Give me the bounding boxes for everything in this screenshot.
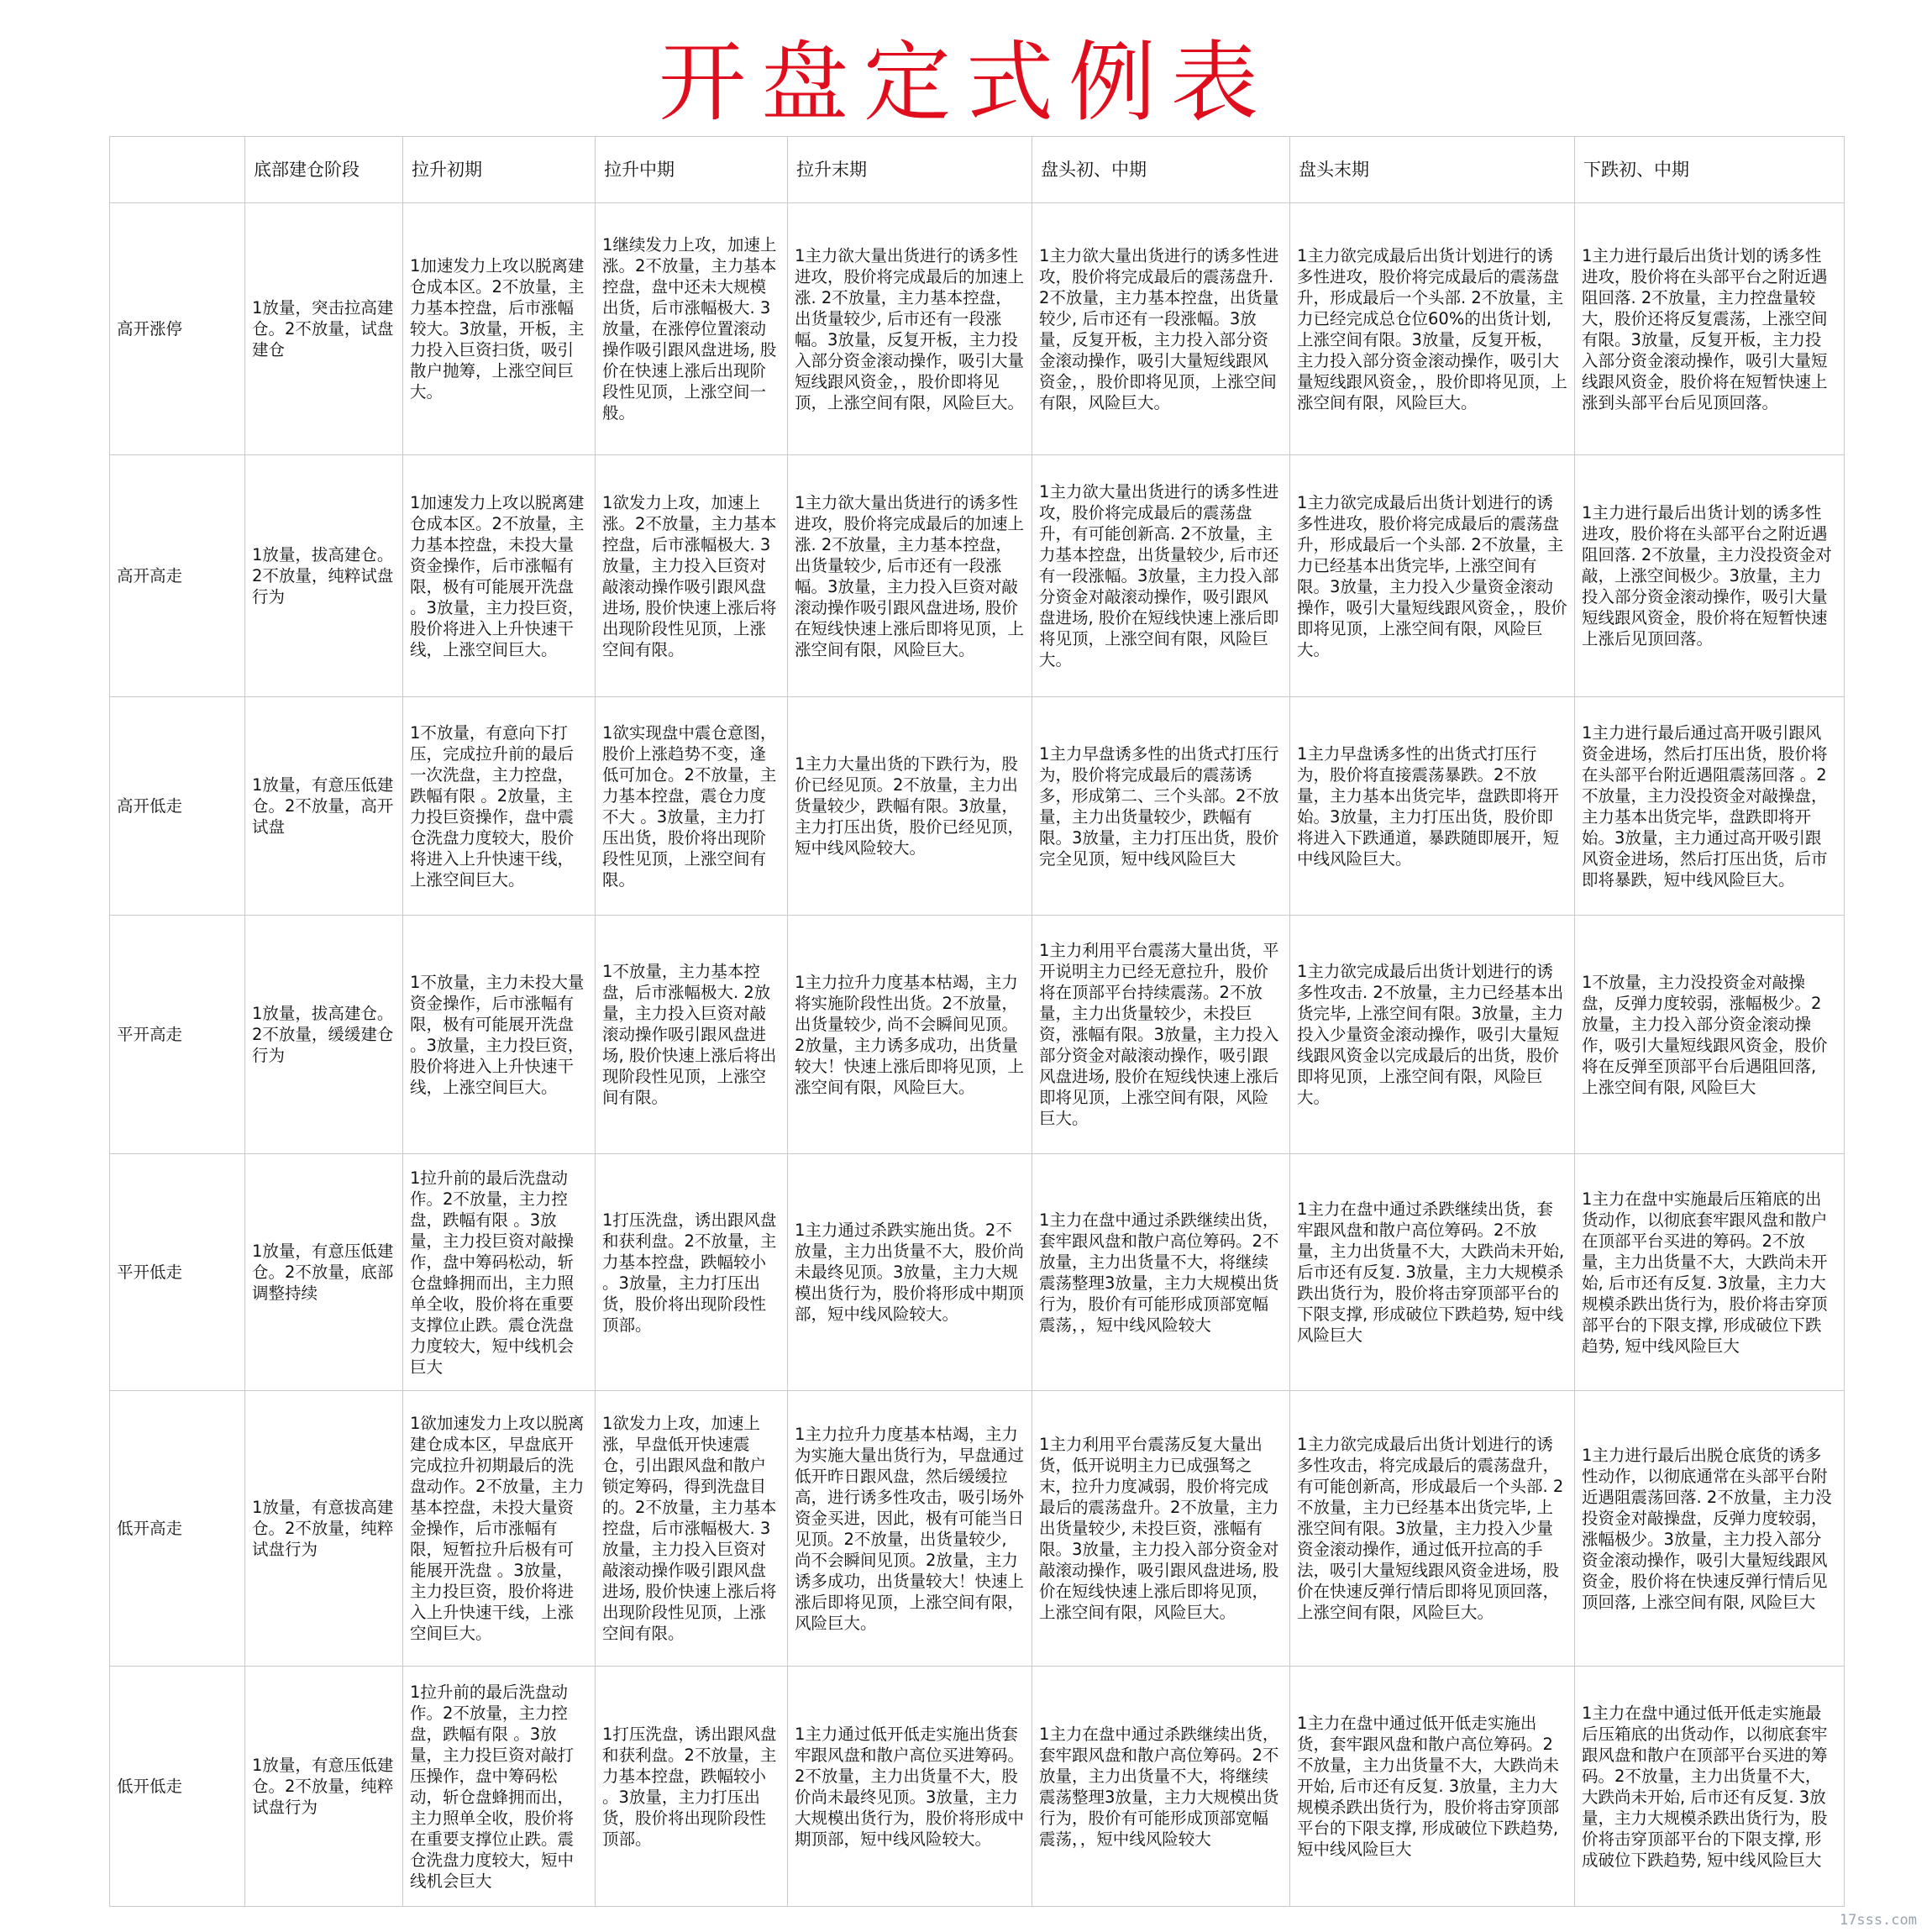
column-header: 下跌初、中期 [1575,137,1845,203]
row-header: 低开高走 [110,1391,245,1667]
table-header-row [110,137,1845,203]
table-cell: 1主力通过低开低走实施出货套牢跟风盘和散户高位买进筹码。2不放量，主力出货量不大，股价尚未最终见顶。3放量，主力大规模出货行为，股价将形成中期顶部，短中线风险较大。 [788,1667,1032,1907]
table-row [110,1667,1845,1907]
table-row [110,203,1845,455]
row-header: 平开高走 [110,916,245,1154]
column-header: 底部建仓阶段 [245,137,403,203]
header-corner-cell [110,137,245,203]
table-cell: 1主力欲完成最后出货计划进行的诱多性进攻，股价将完成最后的震荡盘升，形成最后一个头部. 2不放量，主力已经基本出货完毕, 上涨空间有限。3放量，主力投入少量资金滚动操作，吸引大量短线跟风资金，，股价即将见顶，上涨空间有限，风险巨大。 [1290,455,1575,697]
table-cell: 1主力进行最后通过高开吸引跟风资金进场，然后打压出货，股价将在头部平台附近遇阻震荡回落 。2不放量，主力没投资金对敲操盘，主力基本出货完毕，盘跌即将开始。3放量，主力通过高开吸引跟风资金进场，然后打压出货，后市即将暴跌，短中线风险巨大。 [1575,697,1845,916]
table-cell: 1不放量，主力未投大量资金操作，后市涨幅有限，极有可能展开洗盘 。3放量，主力投巨资，股价将进入上升快速干线，上涨空间巨大。 [403,916,596,1154]
table-cell: 1打压洗盘，诱出跟风盘和获利盘。2不放量，主力基本控盘，跌幅较小 。3放量，主力打压出货，股价将出现阶段性顶部。 [596,1154,788,1391]
column-header: 盘头初、中期 [1032,137,1290,203]
table-cell: 1主力在盘中通过低开低走实施出货，套牢跟风盘和散户高位筹码。2不放量，主力出货量不大，大跌尚未开始, 后市还有反复. 3放量，主力大规模杀跌出货行为，股价将击穿顶部平台的下限支撑, 形成破位下跌趋势, 短中线风险巨大 [1290,1667,1575,1907]
table-cell: 1主力在盘中通过杀跌继续出货，套牢跟风盘和散户高位筹码。2不放量，主力出货量不大，将继续震荡整理3放量，主力大规模出货行为，股价有可能形成顶部宽幅震荡，，短中线风险较大 [1032,1667,1290,1907]
table-cell: 1主力在盘中通过杀跌继续出货，套牢跟风盘和散户高位筹码。2不放量，主力出货量不大，将继续震荡整理3放量，主力大规模出货行为，股价有可能形成顶部宽幅震荡，，短中线风险较大 [1032,1154,1290,1391]
table-cell: 1主力欲完成最后出货计划进行的诱多性攻击. 2不放量，主力已经基本出货完毕, 上涨空间有限。3放量，主力投入少量资金滚动操作，吸引大量短线跟风资金以完成最后的出货，股价即将见顶，上涨空间有限，风险巨大。 [1290,916,1575,1154]
table-cell: 1放量，拔高建仓。2不放量，缓缓建仓行为 [245,916,403,1154]
column-header: 盘头末期 [1290,137,1575,203]
table-cell: 1主力拉升力度基本枯竭，主力为实施大量出货行为，早盘通过低开昨日跟风盘，然后缓缓拉高，进行诱多性攻击，吸引场外资金买进，因此，极有可能当日见顶。2不放量，出货量较少, 尚不会瞬间见顶。2放量，主力诱多成功，出货量较大！快速上涨后即将见顶，上涨空间有限，风险巨大。 [788,1391,1032,1667]
table-cell: 1主力进行最后出脱仓底货的诱多性动作，以彻底通常在头部平台附近遇阻震荡回落. 2不放量，主力没投资金对敲操盘，反弹力度较弱，涨幅极少。3放量，主力投入部分资金滚动操作，吸引大量短线跟风资金，股价将在快速反弹行情后见顶回落, 上涨空间有限, 风险巨大 [1575,1391,1845,1667]
page-title: 开盘定式例表 [658,31,1273,134]
table-cell: 1主力拉升力度基本枯竭，主力将实施阶段性出货。2不放量，出货量较少, 尚不会瞬间见顶。2放量，主力诱多成功，出货量较大！快速上涨后即将见顶，上涨空间有限，风险巨大。 [788,916,1032,1154]
table-cell: 1主力在盘中通过杀跌继续出货，套牢跟风盘和散户高位筹码。2不放量，主力出货量不大，大跌尚未开始, 后市还有反复. 3放量，主力大规模杀跌出货行为，股价将击穿顶部平台的下限支撑, 形成破位下跌趋势, 短中线风险巨大 [1290,1154,1575,1391]
table-row [110,1391,1845,1667]
table-cell: 1欲发力上攻，加速上涨。2不放量，主力基本控盘，后市涨幅极大. 3放量，主力投入巨资对敲滚动操作吸引跟风盘进场, 股价快速上涨后将出现阶段性见顶，上涨空间有限。 [596,455,788,697]
table-row [110,455,1845,697]
table-cell: 1加速发力上攻以脱离建仓成本区。2不放量，主力基本控盘，后市涨幅较大。3放量，开板，主力投入巨资扫货，吸引散户抛筹，上涨空间巨大。 [403,203,596,455]
table-cell: 1主力进行最后出货计划的诱多性进攻，股价将在头部平台之附近遇阻回落. 2不放量，主力没投资金对敲，上涨空间极少。3放量，主力投入部分资金滚动操作，吸引大量短线跟风资金，股价将在短暂快速上涨后见顶回落。 [1575,455,1845,697]
table-cell: 1打压洗盘，诱出跟风盘和获利盘。2不放量，主力基本控盘，跌幅较小 。3放量，主力打压出货，股价将出现阶段性顶部。 [596,1667,788,1907]
table-cell: 1放量，有意压低建仓。2不放量，底部调整持续 [245,1154,403,1391]
table-cell: 1继续发力上攻，加速上涨。2不放量，主力基本控盘，盘中还未大规模出货，后市涨幅极大. 3放量，在涨停位置滚动操作吸引跟风盘进场, 股价在快速上涨后出现阶段性见顶，上涨空间一般。 [596,203,788,455]
column-header: 拉升末期 [788,137,1032,203]
table-cell: 1主力利用平台震荡反复大量出货，低开说明主力已成强驽之末，拉升力度减弱，股价将完成最后的震荡盘升。2不放量，主力出货量较少, 未投巨资，涨幅有限。3放量，主力投入部分资金对敲滚动操作，吸引跟风盘进场, 股价在短线快速上涨后即将见顶，上涨空间有限，风险巨大。 [1032,1391,1290,1667]
table-cell: 1主力通过杀跌实施出货。2不放量，主力出货量不大，股价尚未最终见顶。3放量，主力大规模出货行为，股价将形成中期顶部，短中线风险较大。 [788,1154,1032,1391]
table-cell: 1欲加速发力上攻以脱离建仓成本区，早盘底开完成拉升初期最后的洗盘动作。2不放量，主力基本控盘，未投大量资金操作，后市涨幅有限，短暂拉升后极有可能展开洗盘 。3放量，主力投巨资，股价将进入上升快速干线，上涨空间巨大。 [403,1391,596,1667]
table-cell: 1放量，有意压低建仓。2不放量，高开试盘 [245,697,403,916]
table-cell: 1主力欲大量出货进行的诱多性进攻，股价将完成最后的震荡盘升. 2不放量，主力基本控盘，出货量较少, 后市还有一段涨幅。3放量，反复开板，主力投入部分资金滚动操作，吸引大量短线跟风资金，，股价即将见顶，上涨空间有限，风险巨大。 [1032,203,1290,455]
table-cell: 1主力在盘中通过低开低走实施最后压箱底的出货动作，以彻底套牢跟风盘和散户在顶部平台买进的筹码。2不放量，主力出货量不大，大跌尚未开始, 后市还有反复. 3放量，主力大规模杀跌出货行为，股价将击穿顶部平台的下限支撑, 形成破位下跌趋势, 短中线风险巨大 [1575,1667,1845,1907]
table-cell: 1拉升前的最后洗盘动作。2不放量，主力控盘，跌幅有限 。3放量，主力投巨资对敲操作，盘中筹码松动，斩仓盘蜂拥而出，主力照单全收，股价将在重要支撑位止跌。震仓洗盘力度较大，短中线机会巨大 [403,1154,596,1391]
table-cell: 1放量，有意压低建仓。2不放量，纯粹试盘行为 [245,1667,403,1907]
row-header: 高开高走 [110,455,245,697]
column-header: 拉升中期 [596,137,788,203]
table-cell: 1欲实现盘中震仓意图，股价上涨趋势不变，逢低可加仓。2不放量，主力基本控盘，震仓力度不大 。3放量，主力打压出货，股价将出现阶段性见顶，上涨空间有限。 [596,697,788,916]
table-cell: 1主力利用平台震荡大量出货，平开说明主力已经无意拉升，股价将在顶部平台持续震荡。2不放量，主力出货量较少，未投巨资，涨幅有限。3放量，主力投入部分资金对敲滚动操作，吸引跟风盘进场, 股价在短线快速上涨后即将见顶，上涨空间有限，风险巨大。 [1032,916,1290,1154]
row-header: 平开低走 [110,1154,245,1391]
table-cell: 1主力早盘诱多性的出货式打压行为，股价将完成最后的震荡诱多，形成第二、三个头部。2不放量，主力出货量较少，跌幅有限。3放量，主力打压出货，股价完全见顶，短中线风险巨大 [1032,697,1290,916]
table-cell: 1主力欲大量出货进行的诱多性进攻，股价将完成最后的加速上涨. 2不放量，主力基本控盘，出货量较少, 后市还有一段涨幅。3放量，反复开板，主力投入部分资金滚动操作，吸引大量短线跟风资金，，股价即将见顶，上涨空间有限，风险巨大。 [788,203,1032,455]
table-cell: 1拉升前的最后洗盘动作。2不放量，主力控盘，跌幅有限 。3放量，主力投巨资对敲打压操作，盘中筹码松动，斩仓盘蜂拥而出，主力照单全收，股价将在重要支撑位止跌。震仓洗盘力度较大，短中线机会巨大 [403,1667,596,1907]
table-cell: 1主力在盘中实施最后压箱底的出货动作，以彻底套牢跟风盘和散户在顶部平台买进的筹码。2不放量，主力出货量不大，大跌尚未开始, 后市还有反复. 3放量，主力大规模杀跌出货行为，股价将击穿顶部平台的下限支撑, 形成破位下跌趋势, 短中线风险巨大 [1575,1154,1845,1391]
table-cell: 1放量，拔高建仓。2不放量，纯粹试盘行为 [245,455,403,697]
table-cell: 1不放量，有意向下打压，完成拉升前的最后一次洗盘，主力控盘，跌幅有限 。2放量，主力投巨资操作，盘中震仓洗盘力度较大，股价将进入上升快速干线，上涨空间巨大。 [403,697,596,916]
table-cell: 1主力欲大量出货进行的诱多性进攻，股价将完成最后的加速上涨. 2不放量，主力基本控盘，出货量较少, 后市还有一段涨幅。3放量，主力投入巨资对敲滚动操作吸引跟风盘进场, 股价在短线快速上涨后即将见顶，上涨空间有限，风险巨大。 [788,455,1032,697]
table-cell: 1不放量，主力没投资金对敲操盘，反弹力度较弱，涨幅极少。2放量，主力投入部分资金滚动操作，吸引大量短线跟风资金，股价将在反弹至顶部平台后遇阻回落, 上涨空间有限, 风险巨大 [1575,916,1845,1154]
row-header: 高开涨停 [110,203,245,455]
table-row [110,916,1845,1154]
table-cell: 1加速发力上攻以脱离建仓成本区。2不放量，主力基本控盘，未投大量资金操作，后市涨幅有限，极有可能展开洗盘 。3放量，主力投巨资，股价将进入上升快速干线，上涨空间巨大。 [403,455,596,697]
table-row [110,697,1845,916]
table-cell: 1主力早盘诱多性的出货式打压行为，股价将直接震荡暴跌。2不放量，主力基本出货完毕，盘跌即将开始。3放量，主力打压出货，股价即将进入下跌通道，暴跌随即展开，短中线风险巨大。 [1290,697,1575,916]
row-header: 高开低走 [110,697,245,916]
opening-pattern-table [109,136,1845,1907]
column-header: 拉升初期 [403,137,596,203]
table-row [110,1154,1845,1391]
table-cell: 1不放量，主力基本控盘，后市涨幅极大. 2放量，主力投入巨资对敲滚动操作吸引跟风盘进场, 股价快速上涨后将出现阶段性见顶，上涨空间有限。 [596,916,788,1154]
row-header: 低开低走 [110,1667,245,1907]
table-cell: 1放量，突击拉高建仓。2不放量，试盘建仓 [245,203,403,455]
table-cell: 1主力欲完成最后出货计划进行的诱多性进攻，股价将完成最后的震荡盘升，形成最后一个头部. 2不放量，主力已经完成总仓位60%的出货计划, 上涨空间有限。3放量，反复开板，主力投入部分资金滚动操作，吸引大量短线跟风资金，，股价即将见顶，上涨空间有限，风险巨大。 [1290,203,1575,455]
table-cell: 1主力欲完成最后出货计划进行的诱多性攻击，将完成最后的震荡盘升，有可能创新高，形成最后一个头部. 2不放量，主力已经基本出货完毕, 上涨空间有限。3放量，主力投入少量资金滚动操作，通过低开拉高的手法，吸引大量短线跟风资金进场，股价在快速反弹行情后即将见顶回落，上涨空间有限，风险巨大。 [1290,1391,1575,1667]
table-cell: 1欲发力上攻，加速上涨，早盘低开快速震仓，引出跟风盘和散户锁定筹码，得到洗盘目的。2不放量，主力基本控盘，后市涨幅极大. 3放量，主力投入巨资对敲滚动操作吸引跟风盘进场, 股价快速上涨后将出现阶段性见顶，上涨空间有限。 [596,1391,788,1667]
table-cell: 1放量，有意拔高建仓。2不放量，纯粹试盘行为 [245,1391,403,1667]
table-cell: 1主力进行最后出货计划的诱多性进攻，股价将在头部平台之附近遇阻回落. 2不放量，主力控盘量较大，股价还将反复震荡，上涨空间有限。3放量，反复开板，主力投入部分资金滚动操作，吸引大量短线跟风资金，股价将在短暂快速上涨到头部平台后见顶回落。 [1575,203,1845,455]
site-watermark: 17sss.com [1839,1912,1917,1929]
table-cell: 1主力大量出货的下跌行为，股价已经见顶。2不放量，主力出货量较少，跌幅有限。3放量，主力打压出货，股价已经见顶，短中线风险较大。 [788,697,1032,916]
table-cell: 1主力欲大量出货进行的诱多性进攻，股价将完成最后的震荡盘升，有可能创新高. 2不放量，主力基本控盘，出货量较少, 后市还有一段涨幅。3放量，主力投入部分资金对敲滚动操作，吸引跟风盘进场, 股价在短线快速上涨后即将见顶，上涨空间有限，风险巨大。 [1032,455,1290,697]
